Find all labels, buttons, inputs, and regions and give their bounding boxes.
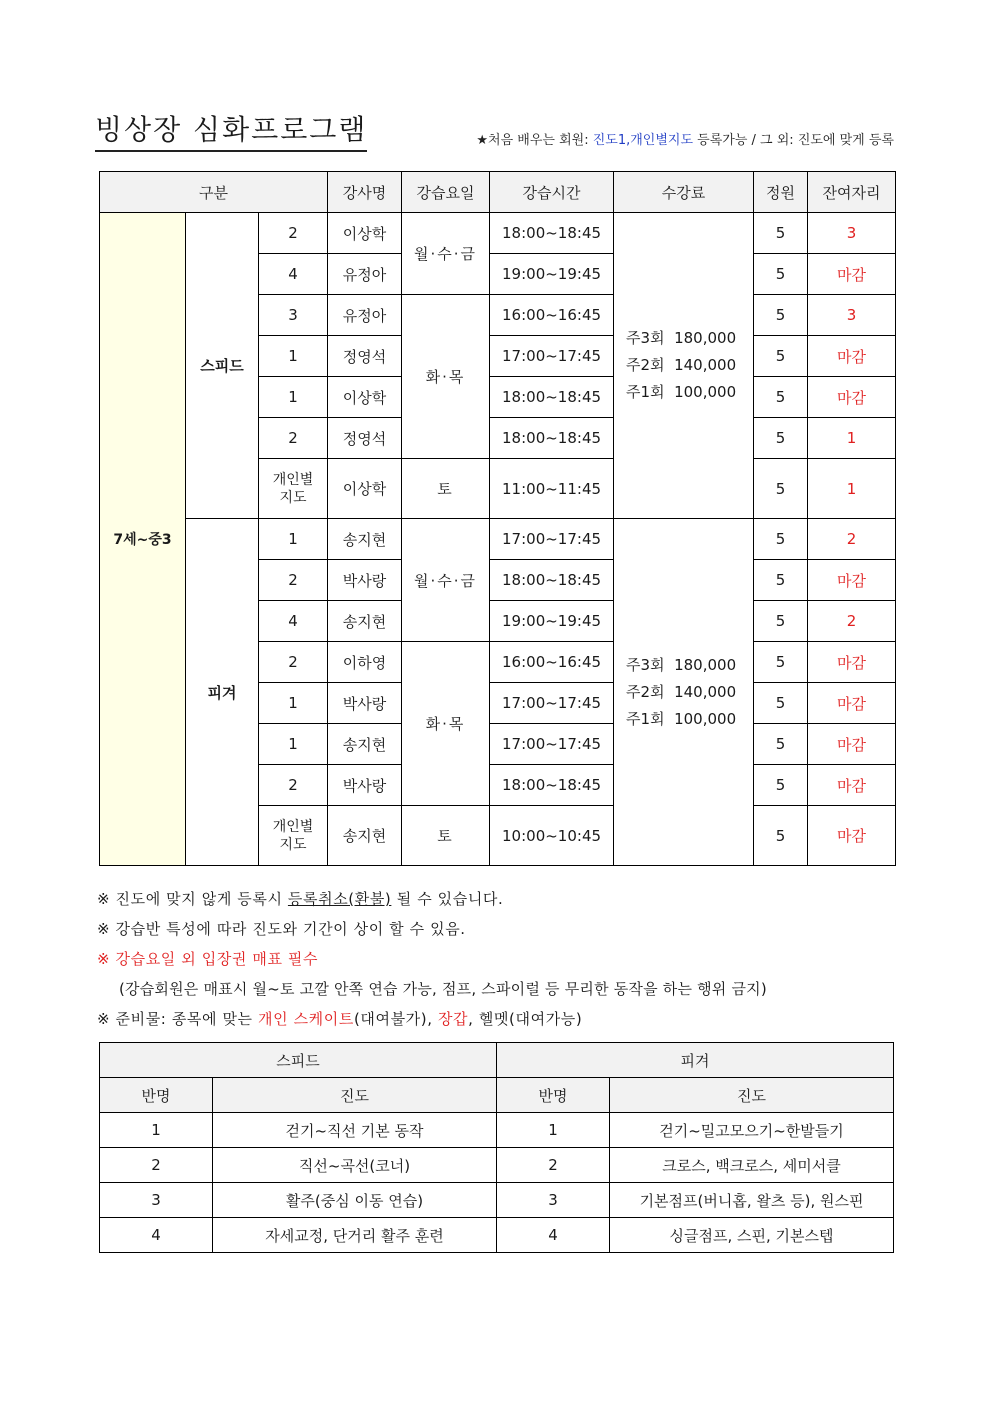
table-row: [100, 1183, 894, 1218]
remaining: 마감: [808, 336, 896, 377]
instructor: 유정아: [328, 254, 402, 295]
instructor: 이상학: [328, 377, 402, 418]
instructor: 박사랑: [328, 765, 402, 806]
note-line-4: (강습회원은 매표시 월~토 고깔 안쪽 연습 가능, 점프, 스파이럴 등 무리한 동작을 하는 행위 금지): [119, 980, 767, 998]
capacity: 5: [754, 560, 808, 601]
level: 2: [259, 765, 328, 806]
registration-notice: ★처음 배우는 회원: 진도1,개인별지도 등록가능 / 그 외: 진도에 맞게 등록: [476, 133, 894, 148]
remaining: 마감: [808, 254, 896, 295]
time: 17:00~17:45: [490, 724, 614, 765]
time: 18:00~18:45: [490, 560, 614, 601]
speed-progress: 활주(중심 이동 연습): [213, 1183, 497, 1218]
remaining: 1: [808, 418, 896, 459]
remaining: 마감: [808, 724, 896, 765]
instructor: 송지현: [328, 724, 402, 765]
levels-figure-header: 피겨: [497, 1043, 894, 1078]
header-capacity: 정원: [754, 172, 808, 213]
notes: [97, 884, 897, 1034]
days: 화·목: [402, 295, 490, 459]
time: 17:00~17:45: [490, 519, 614, 560]
capacity: 5: [754, 336, 808, 377]
instructor: 정영석: [328, 336, 402, 377]
remaining: 마감: [808, 642, 896, 683]
level: 2: [259, 642, 328, 683]
fee-figure: [614, 519, 754, 866]
star-icon: ★: [476, 133, 489, 148]
header-category: 구분: [100, 172, 328, 213]
time: 16:00~16:45: [490, 295, 614, 336]
capacity: 5: [754, 806, 808, 866]
remaining: 2: [808, 519, 896, 560]
levels-col-progress: 진도: [213, 1078, 497, 1113]
capacity: 5: [754, 601, 808, 642]
level: 개인별 지도: [259, 806, 328, 866]
level: 2: [259, 418, 328, 459]
header-days: 강습요일: [402, 172, 490, 213]
instructor: 유정아: [328, 295, 402, 336]
level: 개인별 지도: [259, 459, 328, 519]
days: 월·수·금: [402, 519, 490, 642]
speed-class: 3: [100, 1183, 213, 1218]
age-group: 7세~중3: [100, 213, 186, 866]
figure-progress: 크로스, 백크로스, 세미서클: [610, 1148, 894, 1183]
days: 월·수·금: [402, 213, 490, 295]
note-line-3: ※ 강습요일 외 입장권 매표 필수: [97, 950, 319, 968]
figure-progress: 기본점프(버니홉, 왈츠 등), 원스핀: [610, 1183, 894, 1218]
capacity: 5: [754, 459, 808, 519]
header-fee: 수강료: [614, 172, 754, 213]
remaining: 3: [808, 213, 896, 254]
speed-progress: 직선~곡선(코너): [213, 1148, 497, 1183]
remaining: 마감: [808, 806, 896, 866]
header-instructor: 강사명: [328, 172, 402, 213]
time: 19:00~19:45: [490, 601, 614, 642]
days: 토: [402, 459, 490, 519]
page-title: 빙상장 심화프로그램: [95, 112, 367, 152]
fee-line: 주1회 100,000: [626, 709, 737, 728]
time: 16:00~16:45: [490, 642, 614, 683]
speed-progress: 걷기~직선 기본 동작: [213, 1113, 497, 1148]
time: 19:00~19:45: [490, 254, 614, 295]
table-row: [100, 1218, 894, 1253]
instructor: 박사랑: [328, 560, 402, 601]
level: 2: [259, 560, 328, 601]
instructor: 이상학: [328, 459, 402, 519]
capacity: 5: [754, 683, 808, 724]
speed-class: 4: [100, 1218, 213, 1253]
remaining: 3: [808, 295, 896, 336]
levels-table: [99, 1042, 894, 1253]
levels-col-progress: 진도: [610, 1078, 894, 1113]
levels-speed-header: 스피드: [100, 1043, 497, 1078]
remaining: 마감: [808, 765, 896, 806]
level: 2: [259, 213, 328, 254]
remaining: 마감: [808, 683, 896, 724]
note-line-2: ※ 강습반 특성에 따라 진도와 기간이 상이 할 수 있음.: [97, 920, 466, 938]
fee-line: 주2회 140,000: [626, 356, 737, 374]
days: 토: [402, 806, 490, 866]
time: 18:00~18:45: [490, 765, 614, 806]
schedule-table: [99, 171, 896, 866]
capacity: 5: [754, 213, 808, 254]
time: 18:00~18:45: [490, 213, 614, 254]
capacity: 5: [754, 642, 808, 683]
category-figure: 피겨: [186, 519, 259, 866]
speed-class: 2: [100, 1148, 213, 1183]
figure-class: 3: [497, 1183, 610, 1218]
fee-line: 주3회 180,000: [626, 655, 737, 674]
capacity: 5: [754, 377, 808, 418]
capacity: 5: [754, 765, 808, 806]
speed-class: 1: [100, 1113, 213, 1148]
days: 화·목: [402, 642, 490, 806]
figure-class: 1: [497, 1113, 610, 1148]
note-line-1: ※ 진도에 맞지 않게 등록시 등록취소(환불) 될 수 있습니다.: [97, 890, 504, 908]
level: 1: [259, 724, 328, 765]
level: 1: [259, 377, 328, 418]
capacity: 5: [754, 418, 808, 459]
time: 17:00~17:45: [490, 683, 614, 724]
header-remaining: 잔여자리: [808, 172, 896, 213]
capacity: 5: [754, 724, 808, 765]
speed-progress: 자세교정, 단거리 활주 훈련: [213, 1218, 497, 1253]
figure-class: 4: [497, 1218, 610, 1253]
fee-line: 주2회 140,000: [626, 682, 737, 701]
note-line-5: ※ 준비물: 종목에 맞는 개인 스케이트(대여불가), 장갑, 헬멧(대여가능): [97, 1010, 583, 1028]
level: 1: [259, 519, 328, 560]
table-row: [100, 1113, 894, 1148]
figure-class: 2: [497, 1148, 610, 1183]
header-time: 강습시간: [490, 172, 614, 213]
instructor: 송지현: [328, 519, 402, 560]
instructor: 이하영: [328, 642, 402, 683]
fee-line: 주1회 100,000: [626, 383, 737, 401]
capacity: 5: [754, 254, 808, 295]
figure-progress: 싱글점프, 스핀, 기본스텝: [610, 1218, 894, 1253]
remaining: 마감: [808, 560, 896, 601]
category-speed: 스피드: [186, 213, 259, 519]
table-row: [100, 519, 896, 560]
time: 18:00~18:45: [490, 418, 614, 459]
level: 1: [259, 336, 328, 377]
instructor: 이상학: [328, 213, 402, 254]
figure-progress: 걷기~밀고모으기~한발들기: [610, 1113, 894, 1148]
fee-speed: [614, 213, 754, 519]
instructor: 정영석: [328, 418, 402, 459]
level: 3: [259, 295, 328, 336]
notice-highlight: 진도1,개인별지도: [592, 133, 694, 148]
capacity: 5: [754, 295, 808, 336]
time: 10:00~10:45: [490, 806, 614, 866]
level: 1: [259, 683, 328, 724]
instructor: 송지현: [328, 806, 402, 866]
table-row: [100, 1148, 894, 1183]
time: 11:00~11:45: [490, 459, 614, 519]
instructor: 송지현: [328, 601, 402, 642]
remaining: 1: [808, 459, 896, 519]
time: 17:00~17:45: [490, 336, 614, 377]
remaining: 마감: [808, 377, 896, 418]
level: 4: [259, 254, 328, 295]
fee-line: 주3회 180,000: [626, 329, 737, 347]
instructor: 박사랑: [328, 683, 402, 724]
levels-col-class: 반명: [100, 1078, 213, 1113]
remaining: 2: [808, 601, 896, 642]
capacity: 5: [754, 519, 808, 560]
table-row: [100, 213, 896, 254]
level: 4: [259, 601, 328, 642]
levels-col-class: 반명: [497, 1078, 610, 1113]
time: 18:00~18:45: [490, 377, 614, 418]
